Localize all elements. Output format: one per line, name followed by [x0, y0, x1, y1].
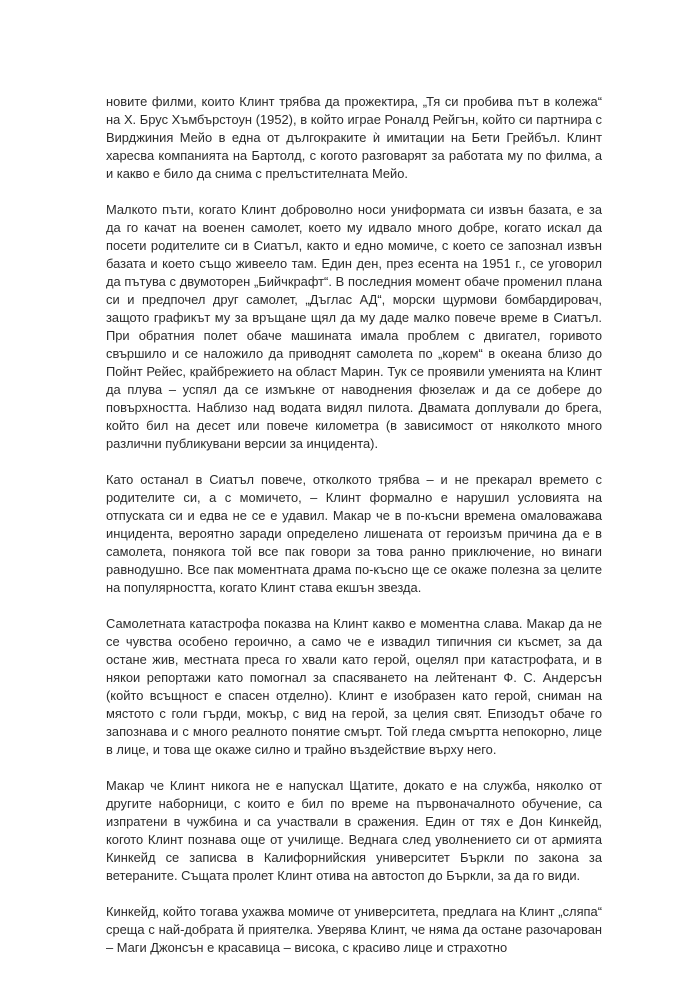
paragraph: Самолетната катастрофа показва на Клинт какво е моментна слава. Макар да не се чувства особено героично, а само че е извадил типичния си късмет, за да остане жив, местната преса го хвали като герой, оцелял при катастрофата, и в някои репортажи като помогнал за спасяването на лейтенант Ф. С. Андерсън (който всъщност е спасен отделно). Клинт е изобразен като герой, сниман на мястото с голи гърди, мокър, с вид на герой, за целия свят. Епизодът обаче го запознава и с много реалното понятие смърт. Той гледа смъртта непокорно, лице в лице, и това ще окаже силно и трайно въздействие върху него.: [106, 616, 602, 757]
paragraph: новите филми, които Клинт трябва да прожектира, „Тя си пробива път в колежа“ на Х. Брус Хъмбърстоун (1952), в който играе Роналд Рейгън, който си партнира с Вирджиния Мейо в една от дългокраките ѝ имитации на Бети Грейбъл. Клинт харесва компанията на Бартолд, с когото разговарят за работата му по филма, а и какво е било да снима с прелъстителната Мейо.: [106, 94, 602, 181]
body-text: [106, 93, 602, 957]
paragraph: Малкото пъти, когато Клинт доброволно носи униформата си извън базата, е за да го качат на военен самолет, което му идвало много добре, когато искал да посети родителите си в Сиатъл, както и едно момиче, с което се запознал извън базата и което също живеело там. Един ден, през есента на 1951 г., се уговорил да пътува с двумоторен „Бийчкрафт“. В последния момент обаче променил плана си и предпочел друг самолет, „Дъглас АД“, морски щурмови бомбардировач, защото графикът му за връщане щял да му даде малко повече време в Сиатъл. При обратния полет обаче машината имала проблем с двигател, горивото свършило и се наложило да приводнят самолета по „корем“ в океана близо до Пойнт Рейес, крайбрежието на област Марин. Тук се проявили уменията на Клинт да плува – успял да се измъкне от наводнения фюзелаж и да се добере до повърхността. Наблизо над водата видял пилота. Двамата доплували до брега, който бил на десет или повече километра (в зависимост от няколкото много различни публикувани версии за инцидента).: [106, 202, 602, 451]
paragraph: Като останал в Сиатъл повече, отколкото трябва – и не прекарал времето с родителите си, а с момичето, – Клинт формално е нарушил условията на отпуската си и едва не се е удавил. Макар че в по-късни времена омаловажава инцидента, вероятно заради определено лишената от героизъм причина да е в самолета, понякога той все пак говори за това ранно приключение, но винаги равнодушно. Все пак моментната драма по-късно ще се окаже полезна за целите на популярността, когато Клинт става екшън звезда.: [106, 472, 602, 595]
paragraph: Кинкейд, който тогава ухажва момиче от университета, предлага на Клинт „сляпа“ среща с най-добрата й приятелка. Уверява Клинт, че няма да остане разочарован – Маги Джонсън е красавица – висока, с красиво лице и страхотно: [106, 904, 602, 955]
paragraph: Макар че Клинт никога не е напускал Щатите, докато е на служба, няколко от другите наборници, с които е бил по време на първоначалното обучение, са изпратени в чужбина и са участвали в сражения. Един от тях е Дон Кинкейд, когото Клинт познава още от училище. Веднага след уволнението си от армията Кинкейд се записва в Калифорнийския университет Бъркли по закона за ветераните. Същата пролет Клинт отива на автостоп до Бъркли, за да го види.: [106, 778, 602, 883]
